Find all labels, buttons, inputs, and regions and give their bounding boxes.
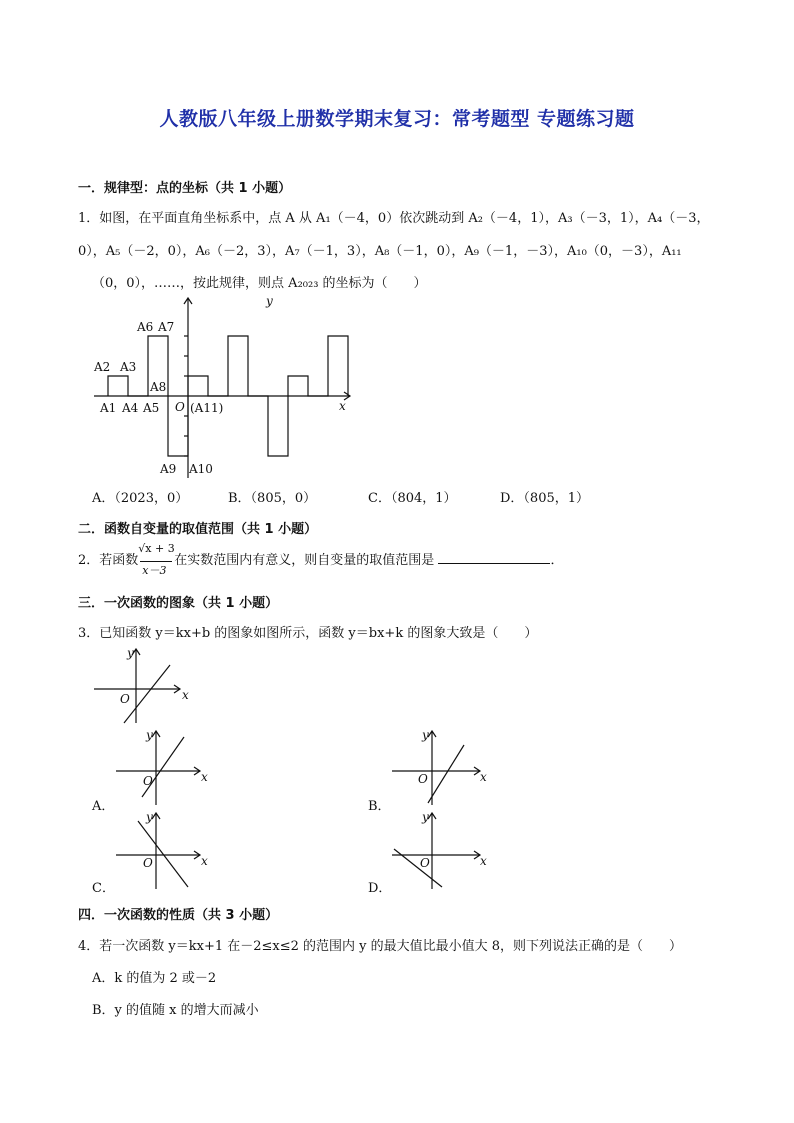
q2-suffix: 在实数范围内有意义，则自变量的取值范围是 [174,553,435,568]
q2-line [78,541,564,577]
q2-denominator: x－3 [142,563,167,577]
section-heading-3: 三．一次函数的图象（共 1 小题） [78,596,279,611]
q3-option-c-graph[interactable] [112,809,212,891]
q3-d-origin: O [420,856,430,870]
q3-given-y-label: y [127,646,134,660]
q3-b-y-label: y [422,728,429,742]
q1-label-a3: A3 [120,360,137,374]
q1-graph [88,292,368,482]
q3-c-origin: O [143,856,153,870]
section-heading-4: 四．一次函数的性质（共 3 小题） [78,908,279,923]
q3-b-origin: O [418,772,428,786]
q1-line-1: 1．如图，在平面直角坐标系中，点 A 从 A₁（－4，0）依次跳动到 A₂（－4，1），A₃（－3，1），A₄（－3， [78,211,710,226]
q1-option-b[interactable]: B．（805，0） [228,491,317,506]
q1-option-a[interactable]: A．（2023，0） [92,491,189,506]
q3-option-d-label[interactable]: D． [368,881,392,896]
q3-option-b-graph[interactable] [388,727,488,807]
q4-stem: 4．若一次函数 y＝kx+1 在－2≤x≤2 的范围内 y 的最大值比最小值大 8，则下列说法正确的是（ ） [78,939,683,954]
q1-origin-label: O [175,400,185,414]
q3-a-y-label: y [146,728,153,742]
q3-given-line [124,665,170,723]
q4-option-b[interactable]: B．y 的值随 x 的增大而减小 [92,1003,259,1018]
q3-given-origin: O [120,692,130,706]
q2-fraction [138,541,175,577]
q3-given-x-label: x [182,688,189,702]
q2-prefix: 2．若函数 [78,553,139,568]
q3-option-a-graph[interactable] [112,727,212,807]
q3-a-origin: O [143,774,153,788]
q1-label-a5: A5 [143,401,160,415]
q3-option-b-label[interactable]: B． [368,799,391,814]
q1-jump-path [108,336,348,456]
q2-numerator: √x + 3 [138,541,175,555]
q1-y-label: y [266,294,273,308]
q3-option-c-label[interactable]: C． [92,881,115,896]
q1-label-a7: A7 [158,320,175,334]
q1-label-a1: A1 [100,401,117,415]
section-heading-1: 一．规律型：点的坐标（共 1 小题） [78,181,292,196]
q1-option-c[interactable]: C．（804，1） [368,491,457,506]
q1-label-a8: A8 [150,380,167,394]
q3-d-y-label: y [422,810,429,824]
q3-option-d-graph[interactable] [388,809,488,891]
q3-c-y-label: y [146,810,153,824]
q1-label-a4: A4 [122,401,139,415]
q3-given-graph [90,645,200,727]
q1-line-2: 0），A₅（－2，0），A₆（－2，3），A₇（－1，3），A₈（－1，0），A₉（－1，－3），A₁₀（0，－3），A₁₁ [78,244,682,259]
section-heading-2: 二．函数自变量的取值范围（共 1 小题） [78,522,318,537]
q3-d-x-label: x [480,854,487,868]
q1-label-a6: A6 [137,320,154,334]
document-title: 人教版八年级上册数学期末复习：常考题型 专题练习题 [159,108,635,130]
q2-end: ． [550,553,564,568]
q1-label-a9: A9 [160,462,177,476]
q3-b-x-label: x [480,770,487,784]
q1-x-label: x [339,399,346,413]
q1-option-d[interactable]: D．（805，1） [500,491,590,506]
q2-answer-blank[interactable] [438,551,550,564]
q4-option-a[interactable]: A．k 的值为 2 或－2 [92,971,217,986]
q1-label-a2: A2 [94,360,111,374]
q1-label-a11: (A11) [190,401,224,415]
q3-c-x-label: x [201,854,208,868]
q1-line-3: （0，0），……，按此规律，则点 A₂₀₂₃ 的坐标为（ ） [92,276,427,291]
q3-option-a-label[interactable]: A． [92,799,115,814]
q3-stem: 3．已知函数 y＝kx+b 的图象如图所示，函数 y＝bx+k 的图象大致是（ ） [78,626,538,641]
q1-label-a10: A10 [189,462,213,476]
q3-a-x-label: x [201,770,208,784]
